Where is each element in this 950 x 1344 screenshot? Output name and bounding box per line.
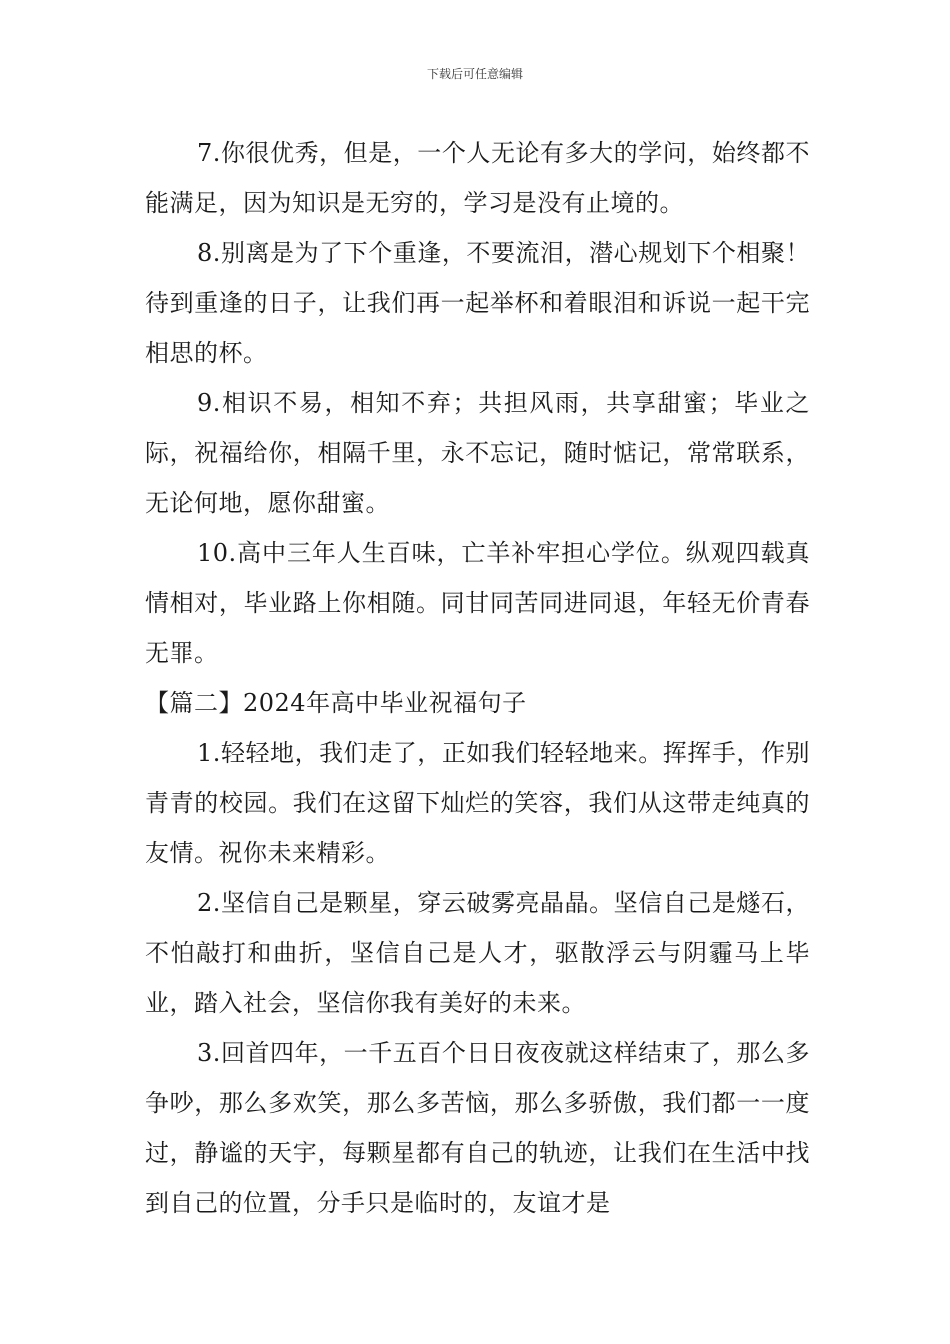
paragraph-item-7: 7.你很优秀，但是，一个人无论有多大的学问，始终都不能满足，因为知识是无穷的，学习是没有止境的。 [145, 139, 810, 217]
document-body [145, 128, 810, 1228]
paragraph-item-8: 8.别离是为了下个重逢，不要流泪，潜心规划下个相聚！待到重逢的日子，让我们再一起举杯和着眼泪和诉说一起干完相思的杯。 [145, 239, 810, 367]
paragraph-item-1: 1.轻轻地，我们走了，正如我们轻轻地来。挥挥手，作别青青的校园。我们在这留下灿烂的笑容，我们从这带走纯真的友情。祝你未来精彩。 [145, 739, 810, 867]
page-header-note: 下载后可任意编辑 [426, 67, 523, 81]
paragraph-item-10: 10.高中三年人生百味，亡羊补牢担心学位。纵观四载真情相对，毕业路上你相随。同甘同苦同进同退，年轻无价青春无罪。 [145, 539, 810, 667]
section-heading: 【篇二】2024年高中毕业祝福句子 [145, 689, 527, 717]
paragraph-item-2: 2.坚信自己是颗星，穿云破雾亮晶晶。坚信自己是燧石，不怕敲打和曲折，坚信自己是人才，驱散浮云与阴霾马上毕业，踏入社会，坚信你我有美好的未来。 [145, 889, 810, 1017]
paragraph-item-9: 9.相识不易，相知不弃；共担风雨，共享甜蜜；毕业之际，祝福给你，相隔千里，永不忘记，随时惦记，常常联系，无论何地，愿你甜蜜。 [145, 389, 810, 517]
paragraph-item-3: 3.回首四年，一千五百个日日夜夜就这样结束了，那么多争吵，那么多欢笑，那么多苦恼，那么多骄傲，我们都一一度过，静谧的天宇，每颗星都有自己的轨迹，让我们在生活中找到自己的位置，分手只是临时的，友谊才是 [145, 1039, 810, 1217]
